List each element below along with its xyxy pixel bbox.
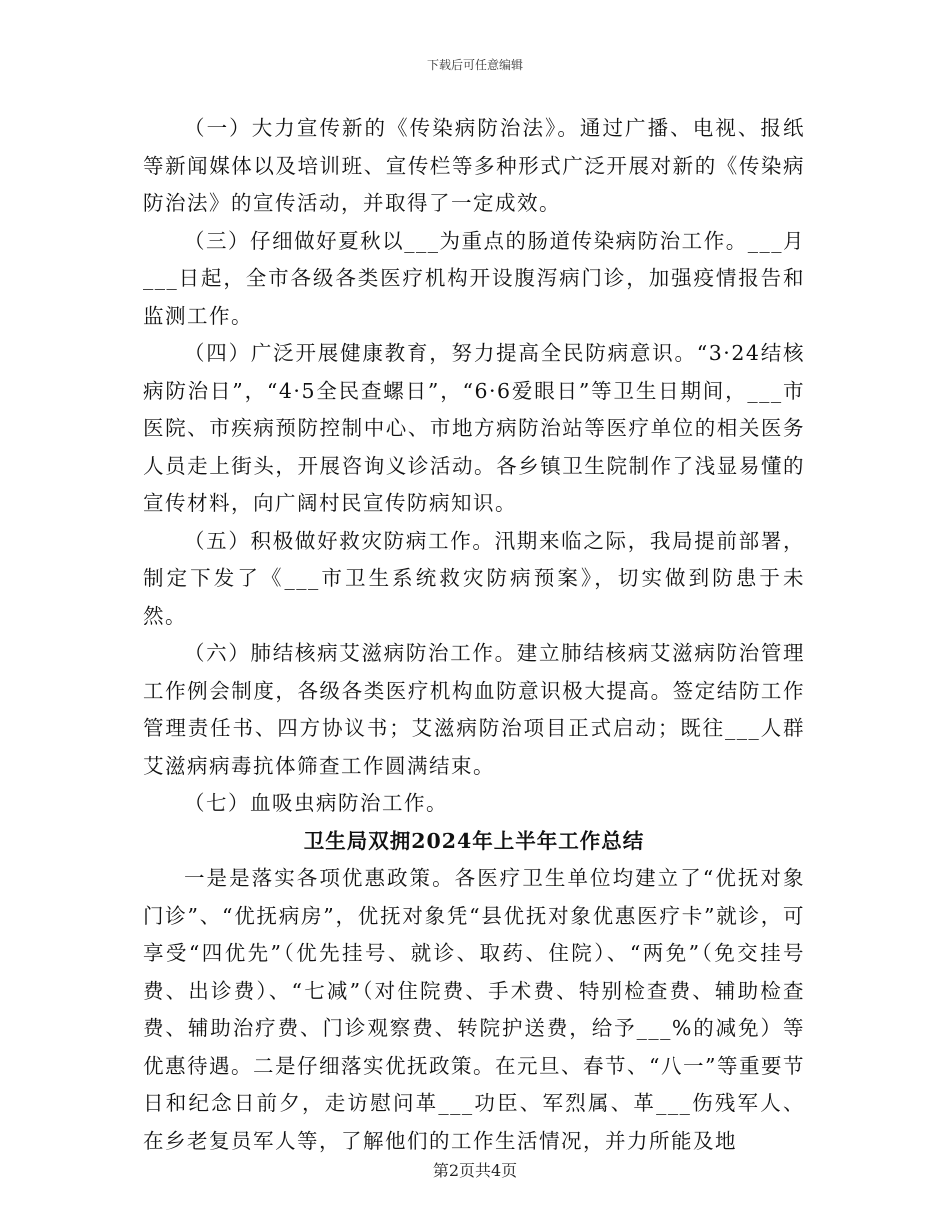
paragraph-4: （四）广泛开展健康教育，努力提高全民防病意识。“3·24结核病防治日”，“4·5全民查螺日”，“6·6爱眼日”等卫生日期间，___市医院、市疾病预防控制中心、市地方病防治站等医疗单位的相关医务人员走上街头，开展咨询义诊活动。各乡镇卫生院制作了浅显易懂的宣传材料，向广阔村民宣传防病知识。 bbox=[143, 341, 805, 515]
summary-paragraph: 一是是落实各项优惠政策。各医疗卫生单位均建立了“优抚对象门诊”、“优抚病房”，优抚对象凭“县优抚对象优惠医疗卡”就诊，可享受“四优先”（优先挂号、就诊、取药、住院）、“两免”（免交挂号费、出诊费）、“七减”（对住院费、手术费、特别检查费、辅助检查费、辅助治疗费、门诊观察费、转院护送费，给予___%的减免）等优惠待遇。二是仔细落实优抚政策。在元旦、春节、“八一”等重要节日和纪念日前夕，走访慰问革___功臣、军烈属、革___伤残军人、在乡老复员军人等，了解他们的工作生活情况，并力所能及地 bbox=[143, 866, 805, 1153]
paragraph-6: （六）肺结核病艾滋病防治工作。建立肺结核病艾滋病防治管理工作例会制度，各级各类医疗机构血防意识极大提高。签定结防工作管理责任书、四方协议书；艾滋病防治项目正式启动；既往___人群艾滋病病毒抗体筛查工作圆满结束。 bbox=[143, 641, 805, 778]
paragraph-7: （七）血吸虫病防治工作。 bbox=[184, 791, 448, 815]
page-header: 下载后可任意编辑 bbox=[426, 58, 523, 72]
page-footer: 第2页共4页 bbox=[432, 1161, 518, 1180]
section-title: 卫生局双拥2024年上半年工作总结 bbox=[303, 828, 645, 853]
paragraph-5: （五）积极做好救灾防病工作。汛期来临之际，我局提前部署，制定下发了《___市卫生系统救灾防病预案》，切实做到防患于未然。 bbox=[143, 528, 805, 628]
paragraph-1: （一）大力宣传新的《传染病防治法》。通过广播、电视、报纸等新闻媒体以及培训班、宣传栏等多种形式广泛开展对新的《传染病防治法》的宣传活动，并取得了一定成效。 bbox=[143, 116, 805, 215]
document-body bbox=[143, 110, 805, 1160]
paragraph-3: （三）仔细做好夏秋以___为重点的肠道传染病防治工作。___月___日起，全市各级各类医疗机构开设腹泻病门诊，加强疫情报告和监测工作。 bbox=[143, 228, 805, 328]
